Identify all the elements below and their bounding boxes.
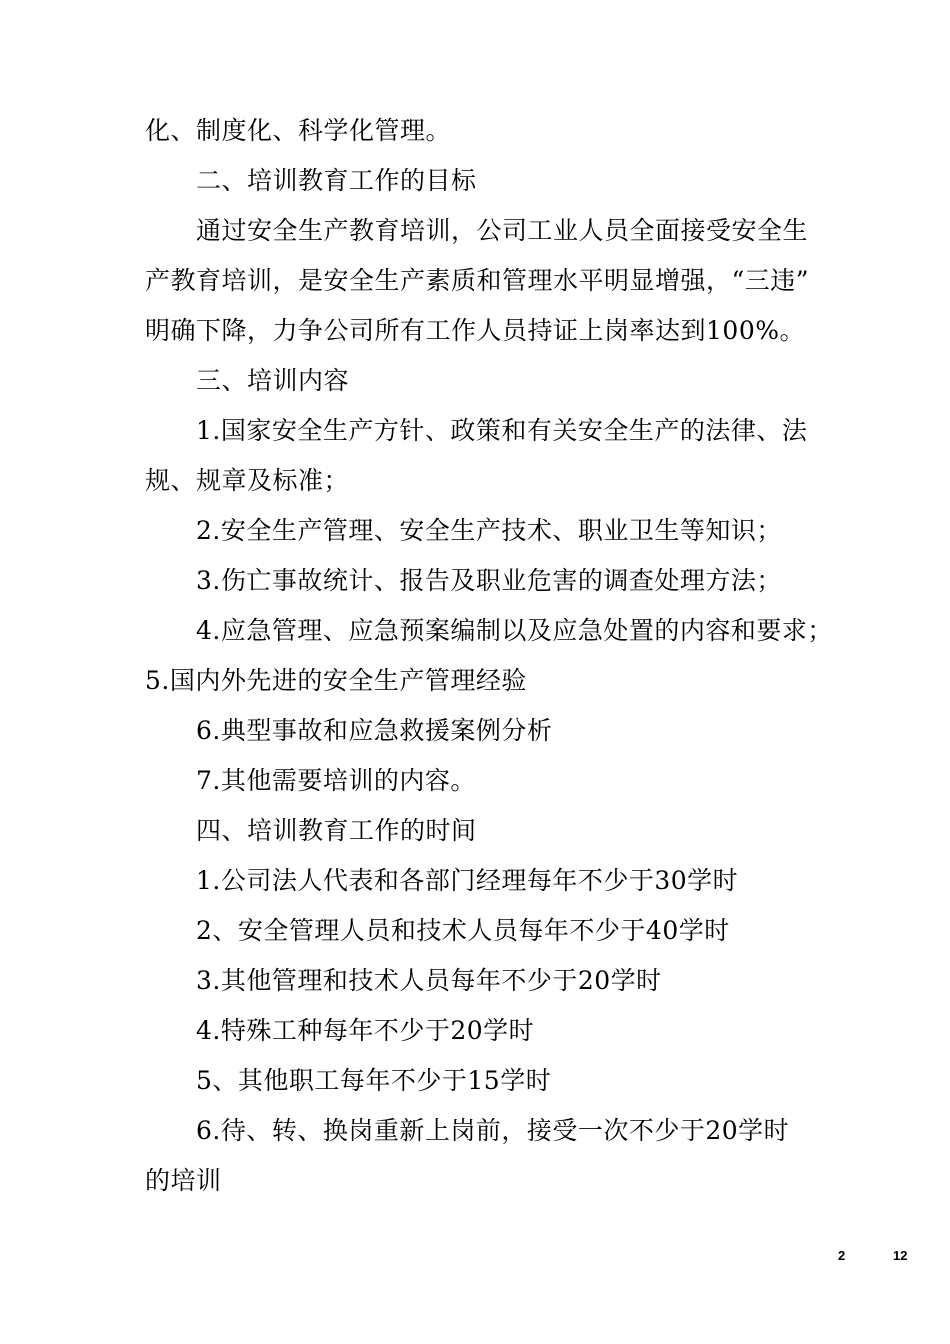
list-item: 1.公司法人代表和各部门经理每年不少于30学时 [196, 866, 739, 895]
list-item: 1.国家安全生产方针、政策和有关安全生产的法律、法 [196, 416, 808, 445]
list-item: 4.应急管理、应急预案编制以及应急处置的内容和要求； [196, 616, 833, 645]
list-item: 3.其他管理和技术人员每年不少于20学时 [196, 966, 662, 995]
list-item: 2、安全管理人员和技术人员每年不少于40学时 [196, 916, 730, 945]
paragraph-line: 产教育培训，是安全生产素质和管理水平明显增强，“三违” [145, 266, 810, 295]
list-item-continuation: 规、规章及标准； [145, 466, 350, 495]
list-item: 5、其他职工每年不少于15学时 [196, 1066, 552, 1095]
paragraph-line: 化、制度化、科学化管理。 [145, 116, 452, 145]
page-total: 12 [893, 1248, 908, 1263]
paragraph-line: 通过安全生产教育培训，公司工业人员全面接受安全生 [196, 216, 809, 245]
page-number: 2 [838, 1248, 846, 1263]
list-item: 6.典型事故和应急救援案例分析 [196, 716, 553, 745]
section-heading-time: 四、培训教育工作的时间 [196, 816, 477, 845]
list-item: 4.特殊工种每年不少于20学时 [196, 1016, 535, 1045]
paragraph-line: 明确下降，力争公司所有工作人员持证上岗率达到100%。 [145, 316, 805, 345]
section-heading-goals: 二、培训教育工作的目标 [196, 166, 477, 195]
section-heading-content: 三、培训内容 [196, 366, 350, 395]
list-item: 7.其他需要培训的内容。 [196, 766, 476, 795]
list-item: 6.待、转、换岗重新上岗前，接受一次不少于20学时 [196, 1116, 790, 1145]
list-item: 2.安全生产管理、安全生产技术、职业卫生等知识； [196, 516, 782, 545]
list-item: 5.国内外先进的安全生产管理经验 [145, 666, 527, 695]
list-item: 3.伤亡事故统计、报告及职业危害的调查处理方法； [196, 566, 782, 595]
list-item-continuation: 的培训 [145, 1166, 222, 1195]
